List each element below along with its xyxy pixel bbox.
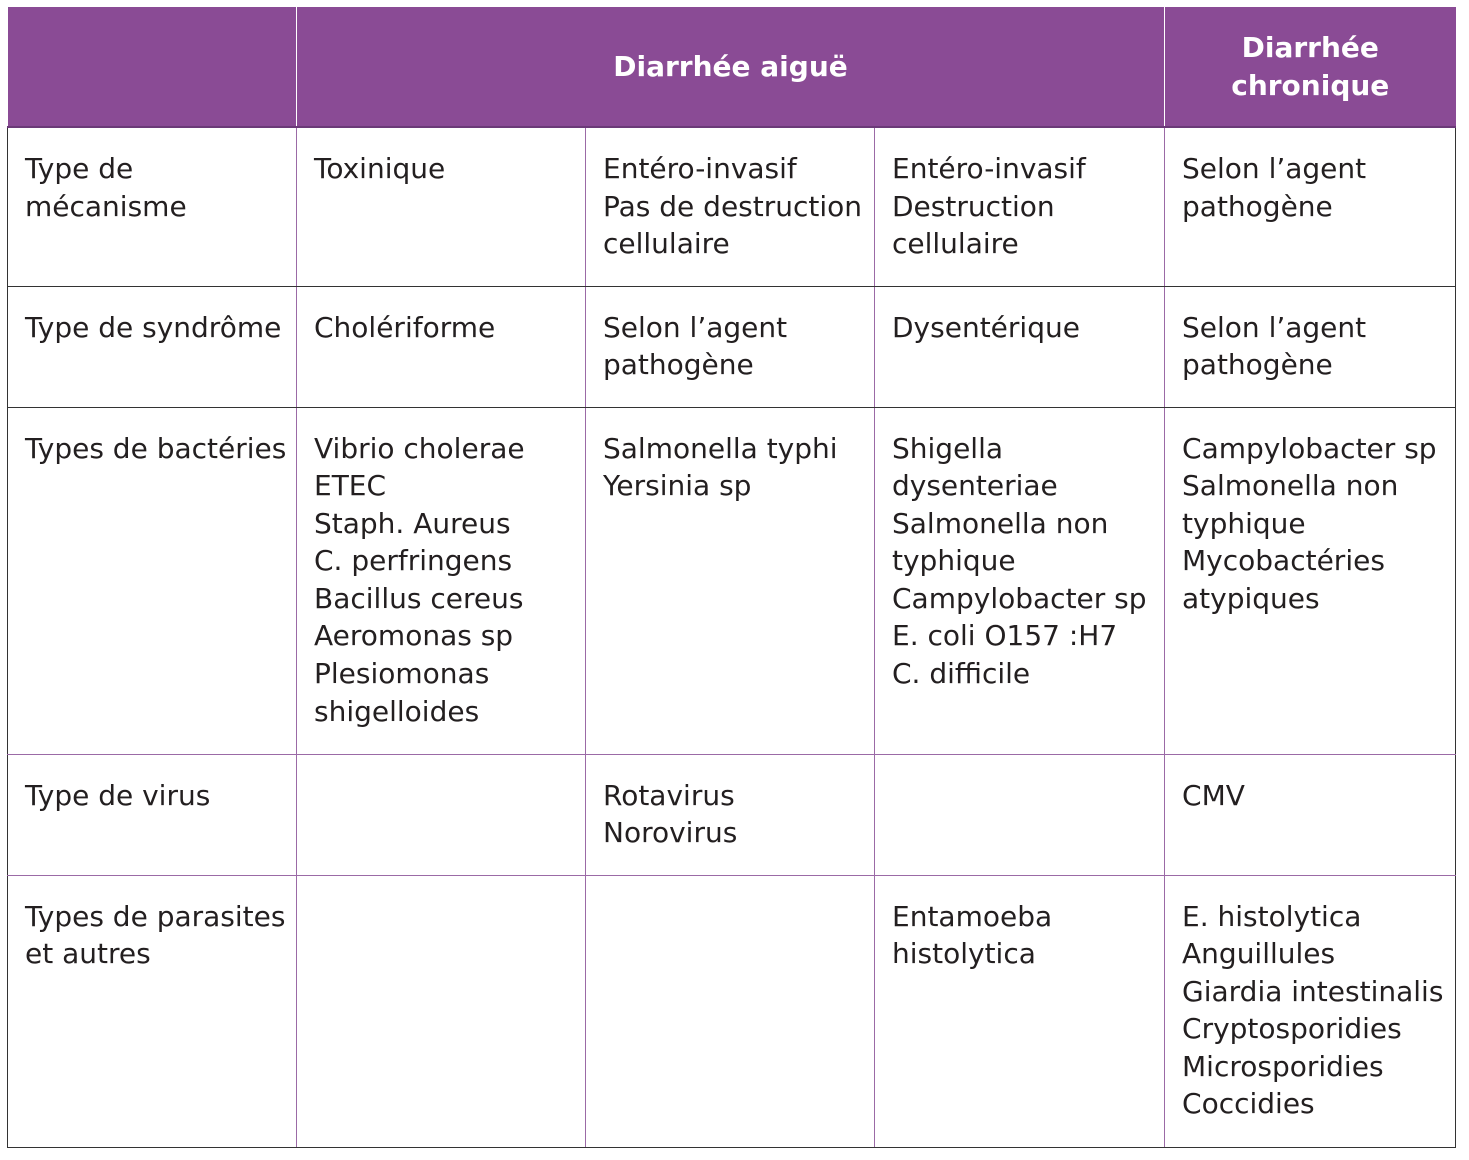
row-label-line: Type de syndrôme — [25, 310, 282, 344]
row-label-cell — [8, 286, 297, 407]
cell-line: Entéro-invasif — [892, 152, 1086, 185]
table-row — [8, 754, 1456, 875]
header-empty-cell — [8, 7, 297, 127]
cell-line: shigelloides — [314, 694, 480, 728]
cell-line: ETEC — [314, 469, 387, 503]
cell-line: Cryptosporidies — [1182, 1012, 1402, 1046]
cell-line: Norovirus — [603, 816, 738, 850]
cell-line: Bacillus cereus — [314, 581, 524, 615]
header-chronic-diarrhea — [1165, 7, 1456, 127]
cell-line: Rotavirus — [603, 778, 735, 812]
table-cell — [586, 754, 875, 875]
cell-line: E. coli O157 :H7 — [892, 619, 1118, 653]
table-cell — [586, 407, 875, 754]
cell-line: atypiques — [1182, 581, 1320, 615]
cell-line: Microsporidies — [1182, 1049, 1384, 1083]
cell-line: Selon l’agent — [603, 310, 788, 344]
cell-line: histolytica — [892, 937, 1036, 971]
cell-line: Salmonella non — [1182, 469, 1399, 503]
table-cell — [875, 127, 1165, 286]
cell-line: Yersinia sp — [603, 469, 752, 503]
header-chronic-line: chronique — [1231, 68, 1390, 102]
cell-line: Plesiomonas — [314, 657, 490, 691]
row-label-line: mécanisme — [25, 189, 187, 223]
table-cell — [1165, 407, 1456, 754]
table-row — [8, 127, 1456, 286]
cell-line: C. perfringens — [314, 544, 513, 578]
diarrhea-table — [7, 7, 1456, 1148]
cell-line: C. difficile — [892, 657, 1031, 691]
cell-line: Campylobacter sp — [1182, 431, 1437, 465]
cell-line: cellulaire — [603, 227, 730, 261]
cell-line: Mycobactéries — [1182, 544, 1385, 578]
row-label-line: Type de virus — [25, 778, 211, 812]
row-label-line: Types de bactéries — [25, 431, 287, 465]
table-cell — [875, 407, 1165, 754]
cell-line: CMV — [1182, 778, 1245, 812]
header-chronic-line: Diarrhée — [1241, 30, 1379, 64]
cell-line: pathogène — [1182, 348, 1333, 382]
cell-line: Entamoeba — [892, 899, 1053, 933]
table-cell — [297, 754, 586, 875]
row-label-line: Types de parasites — [25, 899, 286, 933]
header-acute-diarrhea: Diarrhée aiguë — [297, 7, 1165, 127]
row-label-cell — [8, 127, 297, 286]
table-cell — [1165, 875, 1456, 1147]
table-cell — [297, 875, 586, 1147]
cell-line: dysenteriae — [892, 469, 1058, 503]
table-header — [8, 7, 1456, 127]
table-cell — [586, 875, 875, 1147]
table-cell — [297, 127, 586, 286]
table-cell — [297, 407, 586, 754]
cell-line: typhique — [892, 544, 1016, 578]
cell-line: Entéro-invasif — [603, 152, 797, 185]
cell-line: cellulaire — [892, 227, 1019, 261]
cell-line: Pas de destruction — [603, 189, 863, 223]
row-label-cell — [8, 875, 297, 1147]
cell-line: Shigella — [892, 431, 1004, 465]
row-label-line: et autres — [25, 937, 151, 971]
row-label-line: Type de — [25, 152, 134, 185]
header-row — [8, 7, 1456, 127]
table-cell — [586, 127, 875, 286]
cell-line: Salmonella typhi — [603, 431, 838, 465]
table-cell — [1165, 127, 1456, 286]
cell-line: Cholériforme — [314, 310, 496, 344]
cell-line: typhique — [1182, 506, 1306, 540]
table-body — [8, 127, 1456, 1147]
table-cell — [875, 875, 1165, 1147]
cell-line: E. histolytica — [1182, 899, 1362, 933]
table-row — [8, 407, 1456, 754]
cell-line: Selon l’agent — [1182, 310, 1367, 344]
cell-line: Staph. Aureus — [314, 506, 511, 540]
cell-line: pathogène — [603, 348, 754, 382]
table-cell — [875, 754, 1165, 875]
table-cell — [1165, 754, 1456, 875]
cell-line: Campylobacter sp — [892, 581, 1147, 615]
table-cell — [875, 286, 1165, 407]
cell-line: Salmonella non — [892, 506, 1109, 540]
row-label-cell — [8, 407, 297, 754]
row-label-cell — [8, 754, 297, 875]
cell-line: Selon l’agent — [1182, 152, 1367, 185]
table-cell — [586, 286, 875, 407]
cell-line: Coccidies — [1182, 1087, 1315, 1121]
cell-line: Toxinique — [314, 152, 446, 185]
cell-line: Anguillules — [1182, 937, 1336, 971]
cell-line: Giardia intestinalis — [1182, 974, 1444, 1008]
cell-line: Vibrio cholerae — [314, 431, 525, 465]
table-row — [8, 286, 1456, 407]
cell-line: Destruction — [892, 189, 1055, 223]
cell-line: Aeromonas sp — [314, 619, 514, 653]
table-cell — [297, 286, 586, 407]
table-row — [8, 875, 1456, 1147]
table-cell — [1165, 286, 1456, 407]
cell-line: Dysentérique — [892, 310, 1080, 344]
cell-line: pathogène — [1182, 189, 1333, 223]
